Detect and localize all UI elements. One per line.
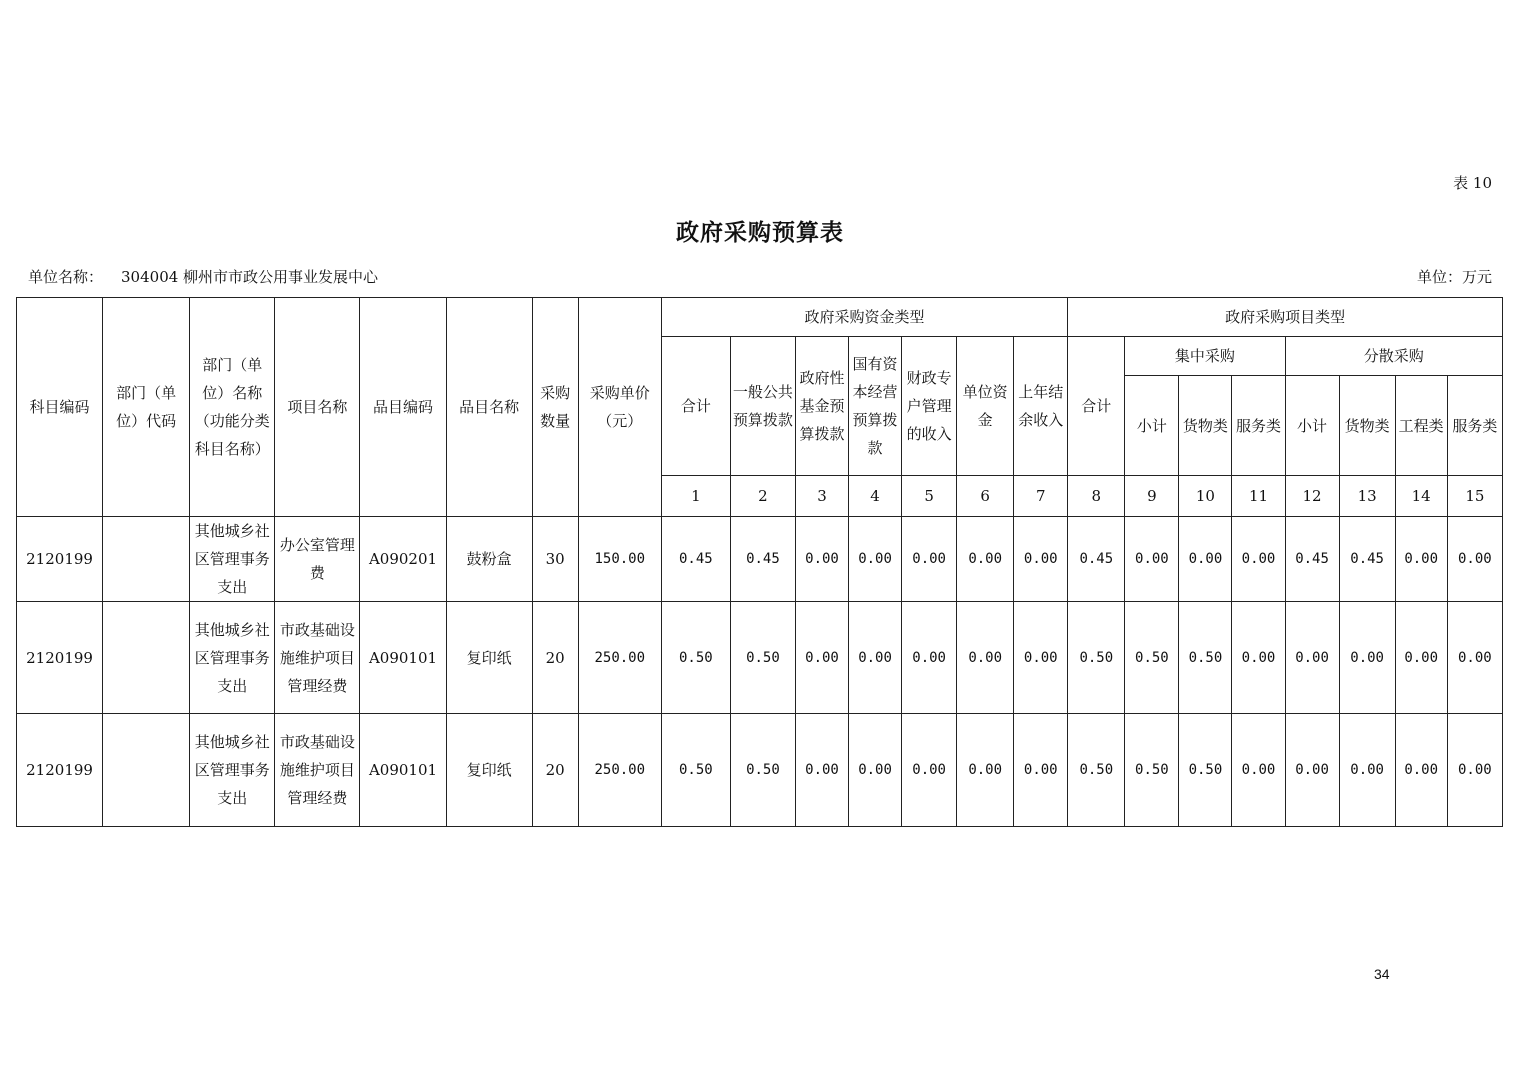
cell-unit-price: 150.00 (578, 517, 661, 602)
cell-quantity: 20 (532, 714, 578, 827)
cell-value: 0.50 (730, 602, 795, 714)
cell-value: 0.00 (1014, 517, 1068, 602)
header-c-goods: 货物类 (1179, 376, 1232, 476)
cell-value: 0.50 (661, 714, 730, 827)
header-dept-name: 部门（单位）名称（功能分类科目名称） (190, 298, 275, 517)
header-state-capital: 国有资本经营预算拨款 (849, 337, 902, 476)
cell-value: 0.50 (1125, 602, 1179, 714)
cell-dept-code (103, 517, 190, 602)
cell-value: 0.50 (1179, 602, 1232, 714)
cell-value: 0.00 (795, 714, 848, 827)
cell-dept-code (103, 714, 190, 827)
cell-dept-code (103, 602, 190, 714)
unit-name-label: 单位名称： (28, 268, 104, 286)
cell-item-code: A090101 (360, 602, 446, 714)
cell-item-code: A090101 (360, 714, 446, 827)
cell-value: 0.50 (661, 602, 730, 714)
header-fund-type: 政府采购资金类型 (661, 298, 1067, 337)
column-number: 7 (1014, 476, 1068, 517)
cell-value: 0.00 (849, 714, 902, 827)
column-number: 15 (1447, 476, 1502, 517)
cell-value: 0.00 (1447, 602, 1502, 714)
cell-project-name: 市政基础设施维护项目管理经费 (275, 714, 360, 827)
header-d-works: 工程类 (1395, 376, 1447, 476)
table-row (17, 517, 1503, 602)
cell-value: 0.00 (849, 517, 902, 602)
unit-name-value: 304004 柳州市市政公用事业发展中心 (121, 268, 379, 286)
cell-value: 0.00 (1447, 714, 1502, 827)
page-title: 政府采购预算表 (676, 219, 844, 246)
column-number: 10 (1179, 476, 1232, 517)
cell-value: 0.00 (1395, 602, 1447, 714)
cell-value: 0.50 (1068, 714, 1125, 827)
cell-value: 0.00 (849, 602, 902, 714)
cell-unit-price: 250.00 (578, 714, 661, 827)
cell-unit-price: 250.00 (578, 602, 661, 714)
header-c-service: 服务类 (1232, 376, 1285, 476)
cell-item-name: 复印纸 (446, 714, 532, 827)
cell-value: 0.00 (957, 714, 1014, 827)
cell-value: 0.00 (1447, 517, 1502, 602)
cell-value: 0.00 (795, 517, 848, 602)
column-number: 9 (1125, 476, 1179, 517)
column-number: 3 (795, 476, 848, 517)
cell-value: 0.45 (1339, 517, 1395, 602)
cell-value: 0.50 (1179, 714, 1232, 827)
column-number: 11 (1232, 476, 1285, 517)
header-item-code: 品目编码 (360, 298, 446, 517)
column-number: 1 (661, 476, 730, 517)
cell-value: 0.00 (1014, 602, 1068, 714)
cell-value: 0.00 (902, 517, 957, 602)
header-d-goods: 货物类 (1339, 376, 1395, 476)
table-number: 表 10 (1453, 174, 1492, 192)
table-row (17, 602, 1503, 714)
header-d-subtotal: 小计 (1285, 376, 1339, 476)
cell-project-name: 办公室管理费 (275, 517, 360, 602)
cell-quantity: 20 (532, 602, 578, 714)
column-number: 6 (957, 476, 1014, 517)
header-fund-total: 合计 (661, 337, 730, 476)
header-project-name: 项目名称 (275, 298, 360, 517)
column-number: 13 (1339, 476, 1395, 517)
cell-item-name: 鼓粉盒 (446, 517, 532, 602)
cell-value: 0.00 (795, 602, 848, 714)
table-row (17, 714, 1503, 827)
header-unit-price: 采购单价（元） (578, 298, 661, 517)
cell-value: 0.00 (957, 602, 1014, 714)
cell-subject-code: 2120199 (17, 714, 103, 827)
header-subject-code: 科目编码 (17, 298, 103, 517)
header-decentralized: 分散采购 (1285, 337, 1502, 376)
currency-unit: 单位：万元 (1416, 268, 1492, 286)
header-gov-fund: 政府性基金预算拨款 (795, 337, 848, 476)
header-item-name: 品目名称 (446, 298, 532, 517)
cell-value: 0.00 (1179, 517, 1232, 602)
header-last-year: 上年结余收入 (1014, 337, 1068, 476)
header-row-1 (17, 298, 1503, 337)
cell-value: 0.00 (1339, 602, 1395, 714)
cell-project-name: 市政基础设施维护项目管理经费 (275, 602, 360, 714)
procurement-budget-table (16, 297, 1503, 827)
cell-value: 0.00 (1395, 714, 1447, 827)
column-number: 8 (1068, 476, 1125, 517)
header-unit-funds: 单位资金 (957, 337, 1014, 476)
page-number: 34 (1374, 966, 1390, 982)
header-centralized: 集中采购 (1125, 337, 1285, 376)
cell-value: 0.00 (1232, 517, 1285, 602)
column-number: 14 (1395, 476, 1447, 517)
cell-value: 0.00 (1285, 714, 1339, 827)
cell-value: 0.50 (730, 714, 795, 827)
cell-value: 0.45 (1068, 517, 1125, 602)
cell-subject-code: 2120199 (17, 602, 103, 714)
header-dept-code: 部门（单位）代码 (103, 298, 190, 517)
header-quantity: 采购数量 (532, 298, 578, 517)
cell-value: 0.00 (1125, 517, 1179, 602)
cell-value: 0.50 (1068, 602, 1125, 714)
cell-value: 0.00 (1232, 602, 1285, 714)
cell-value: 0.50 (1125, 714, 1179, 827)
header-c-subtotal: 小计 (1125, 376, 1179, 476)
cell-value: 0.00 (1395, 517, 1447, 602)
cell-value: 0.00 (957, 517, 1014, 602)
cell-subject-code: 2120199 (17, 517, 103, 602)
cell-value: 0.45 (1285, 517, 1339, 602)
cell-value: 0.45 (730, 517, 795, 602)
cell-dept-name: 其他城乡社区管理事务支出 (190, 714, 275, 827)
header-general-budget: 一般公共预算拨款 (730, 337, 795, 476)
cell-item-code: A090201 (360, 517, 446, 602)
cell-value: 0.00 (902, 602, 957, 714)
cell-dept-name: 其他城乡社区管理事务支出 (190, 517, 275, 602)
header-special-account: 财政专户管理的收入 (902, 337, 957, 476)
cell-value: 0.00 (1285, 602, 1339, 714)
column-number: 4 (849, 476, 902, 517)
unit-name-line (28, 266, 378, 287)
cell-value: 0.00 (1232, 714, 1285, 827)
cell-value: 0.45 (661, 517, 730, 602)
cell-quantity: 30 (532, 517, 578, 602)
column-number: 12 (1285, 476, 1339, 517)
cell-item-name: 复印纸 (446, 602, 532, 714)
column-number: 2 (730, 476, 795, 517)
cell-value: 0.00 (1014, 714, 1068, 827)
header-project-total: 合计 (1068, 337, 1125, 476)
cell-value: 0.00 (902, 714, 957, 827)
header-d-service: 服务类 (1447, 376, 1502, 476)
column-number: 5 (902, 476, 957, 517)
cell-value: 0.00 (1339, 714, 1395, 827)
header-project-type: 政府采购项目类型 (1068, 298, 1503, 337)
cell-dept-name: 其他城乡社区管理事务支出 (190, 602, 275, 714)
